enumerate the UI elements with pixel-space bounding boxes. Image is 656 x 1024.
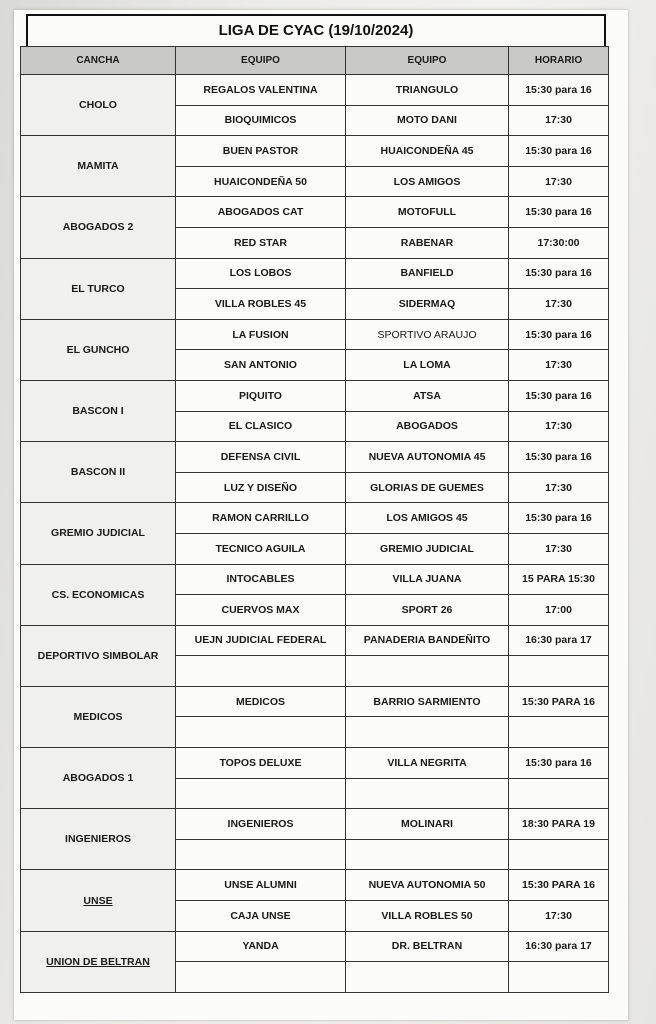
match-time: 17:30 [509,901,609,932]
match-time: 17:30 [509,289,609,320]
match-time [509,839,609,870]
team-home: INTOCABLES [176,564,346,595]
match-time [509,656,609,687]
table-row [21,380,609,411]
match-time [509,717,609,748]
match-time: 15:30 para 16 [509,319,609,350]
venue-cell: ABOGADOS 2 [21,197,176,258]
team-away: ATSA [346,380,509,411]
team-away: BANFIELD [346,258,509,289]
match-time: 15:30 para 16 [509,197,609,228]
team-home: BIOQUIMICOS [176,105,346,136]
team-home: REGALOS VALENTINA [176,75,346,106]
team-home: LOS LOBOS [176,258,346,289]
venue-cell: ABOGADOS 1 [21,748,176,809]
match-time: 15 PARA 15:30 [509,564,609,595]
venue-cell: DEPORTIVO SIMBOLAR [21,625,176,686]
team-home: CUERVOS MAX [176,595,346,626]
team-away: NUEVA AUTONOMIA 50 [346,870,509,901]
venue-name-underlined: UNION DE BELTRAN [46,955,150,968]
match-time: 15:30 PARA 16 [509,686,609,717]
team-home: LUZ Y DISEÑO [176,472,346,503]
team-away: MOLINARI [346,809,509,840]
team-home: YANDA [176,931,346,962]
team-home [176,717,346,748]
table-row [21,809,609,840]
table-row [21,319,609,350]
team-home: RED STAR [176,227,346,258]
venue-cell: CHOLO [21,75,176,136]
team-home: TOPOS DELUXE [176,748,346,779]
header-row [21,47,609,75]
team-away: RABENAR [346,227,509,258]
match-time [509,778,609,809]
venue-cell: BASCON I [21,380,176,441]
team-home [176,839,346,870]
match-time: 16:30 para 17 [509,931,609,962]
team-away [346,839,509,870]
team-away: HUAICONDEÑA 45 [346,136,509,167]
team-away: SPORTIVO ARAUJO [346,319,509,350]
team-home: BUEN PASTOR [176,136,346,167]
team-away: VILLA NEGRITA [346,748,509,779]
team-home: INGENIEROS [176,809,346,840]
match-time: 17:30 [509,166,609,197]
team-away: GREMIO JUDICIAL [346,533,509,564]
venue-cell: EL TURCO [21,258,176,319]
team-home: TECNICO AGUILA [176,533,346,564]
team-away [346,778,509,809]
match-time [509,962,609,993]
match-time: 17:00 [509,595,609,626]
match-time: 16:30 para 17 [509,625,609,656]
team-home: UEJN JUDICIAL FEDERAL [176,625,346,656]
team-away: DR. BELTRAN [346,931,509,962]
team-away: ABOGADOS [346,411,509,442]
venue-cell: MEDICOS [21,686,176,747]
table-row [21,931,609,962]
team-home: EL CLASICO [176,411,346,442]
page-title: LIGA DE CYAC (19/10/2024) [26,14,606,47]
team-away: BARRIO SARMIENTO [346,686,509,717]
table-row [21,564,609,595]
match-time: 15:30 para 16 [509,258,609,289]
venue-cell: INGENIEROS [21,809,176,870]
venue-cell [21,931,176,992]
team-home: UNSE ALUMNI [176,870,346,901]
team-away: SIDERMAQ [346,289,509,320]
venue-cell: MAMITA [21,136,176,197]
team-away: MOTO DANI [346,105,509,136]
venue-name-underlined: UNSE [83,894,113,907]
match-time: 17:30 [509,411,609,442]
table-row [21,75,609,106]
team-home [176,656,346,687]
match-time: 17:30:00 [509,227,609,258]
venue-cell [21,870,176,931]
team-home [176,962,346,993]
team-away: GLORIAS DE GUEMES [346,472,509,503]
team-home: MEDICOS [176,686,346,717]
table-row [21,136,609,167]
match-time: 15:30 para 16 [509,75,609,106]
team-home: ABOGADOS CAT [176,197,346,228]
header-equipo-2: EQUIPO [346,47,509,75]
team-away [346,962,509,993]
team-home: RAMON CARRILLO [176,503,346,534]
team-home [176,778,346,809]
table-row [21,625,609,656]
team-away [346,656,509,687]
team-away: VILLA ROBLES 50 [346,901,509,932]
table-row [21,197,609,228]
match-time: 15:30 para 16 [509,748,609,779]
table-row [21,686,609,717]
venue-cell: BASCON II [21,442,176,503]
team-home: PIQUITO [176,380,346,411]
team-away: NUEVA AUTONOMIA 45 [346,442,509,473]
team-away: LOS AMIGOS 45 [346,503,509,534]
table-row [21,870,609,901]
table-row [21,748,609,779]
team-away [346,717,509,748]
venue-cell: EL GUNCHO [21,319,176,380]
header-equipo-1: EQUIPO [176,47,346,75]
header-horario: HORARIO [509,47,609,75]
table-row [21,442,609,473]
header-cancha: CANCHA [21,47,176,75]
table-row [21,258,609,289]
venue-cell: CS. ECONOMICAS [21,564,176,625]
match-time: 17:30 [509,105,609,136]
team-away: LOS AMIGOS [346,166,509,197]
team-away: VILLA JUANA [346,564,509,595]
team-home: HUAICONDEÑA 50 [176,166,346,197]
match-time: 15:30 para 16 [509,380,609,411]
venue-cell: GREMIO JUDICIAL [21,503,176,564]
match-time: 17:30 [509,533,609,564]
team-away: TRIANGULO [346,75,509,106]
team-home: SAN ANTONIO [176,350,346,381]
table-row [21,503,609,534]
match-time: 15:30 PARA 16 [509,870,609,901]
match-time: 15:30 para 16 [509,442,609,473]
team-home: LA FUSION [176,319,346,350]
schedule-table [20,46,609,993]
match-time: 15:30 para 16 [509,503,609,534]
team-away: LA LOMA [346,350,509,381]
team-away: PANADERIA BANDEÑITO [346,625,509,656]
match-time: 18:30 PARA 19 [509,809,609,840]
team-away: SPORT 26 [346,595,509,626]
team-away: MOTOFULL [346,197,509,228]
team-home: CAJA UNSE [176,901,346,932]
team-home: VILLA ROBLES 45 [176,289,346,320]
match-time: 17:30 [509,350,609,381]
team-home: DEFENSA CIVIL [176,442,346,473]
match-time: 15:30 para 16 [509,136,609,167]
match-time: 17:30 [509,472,609,503]
